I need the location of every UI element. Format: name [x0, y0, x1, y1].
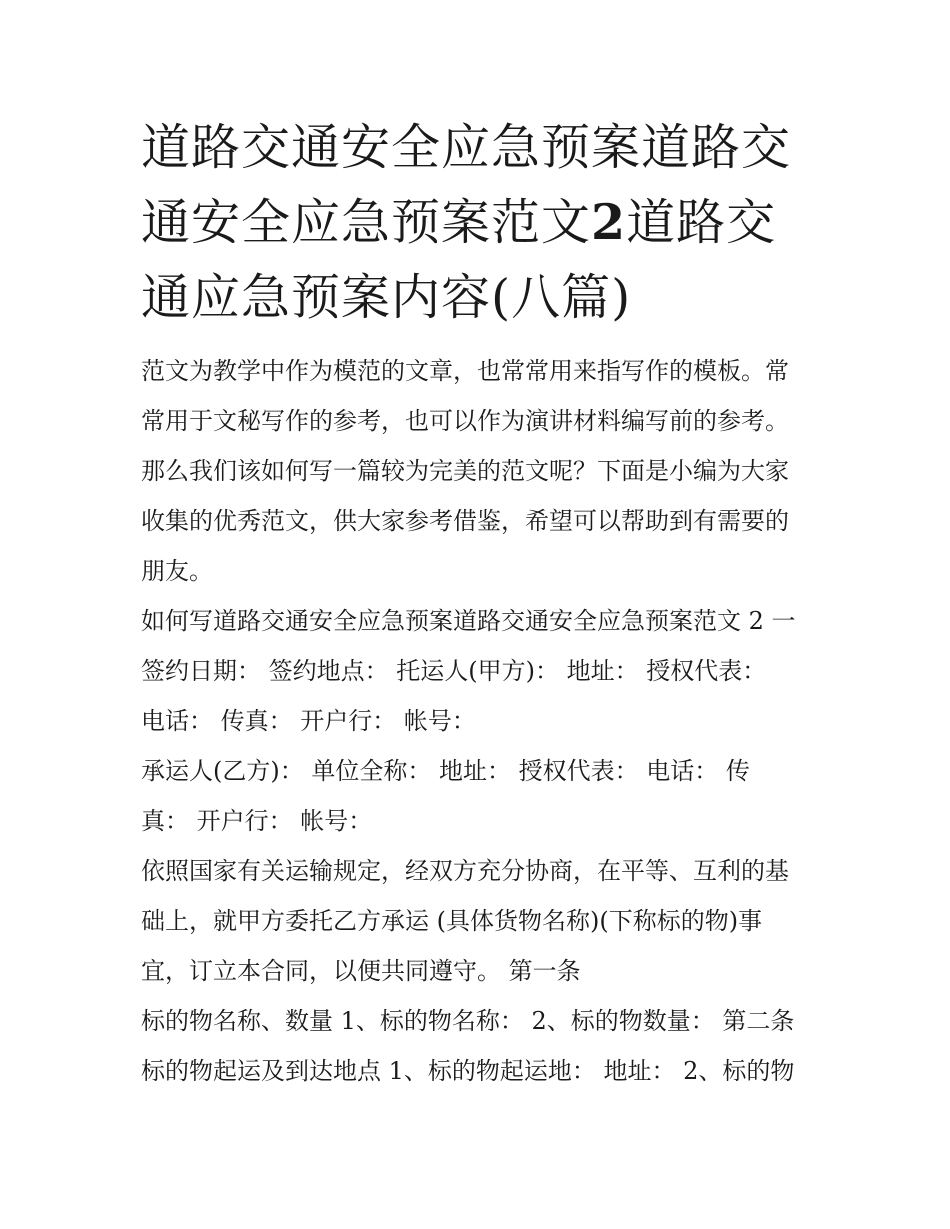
text-line-1: 范文为教学中作为模范的文章，也常常用来指写作的模板。常: [141, 357, 789, 385]
text-line-15: 标的物起运及到达地点 1、标的物起运地： 地址： 2、标的物: [141, 1057, 795, 1085]
text-line-11: 依照国家有关运输规定，经双方充分协商，在平等、互利的基: [141, 857, 789, 885]
document-page: [141, 110, 821, 1096]
document-body: [141, 346, 821, 1096]
text-line-5: 朋友。: [141, 557, 213, 585]
text-line-14: 标的物名称、数量 1、标的物名称： 2、标的物数量： 第二条: [141, 1007, 795, 1035]
text-line-10: 真： 开户行： 帐号：: [141, 807, 373, 835]
title-line-1: 道路交通安全应急预案道路交: [141, 119, 792, 176]
text-line-3: 那么我们该如何写一篇较为完美的范文呢？下面是小编为大家: [141, 457, 789, 485]
text-line-7: 签约日期： 签约地点： 托运人(甲方)： 地址： 授权代表：: [141, 657, 767, 685]
text-line-2: 常用于文秘写作的参考，也可以作为演讲材料编写前的参考。: [141, 407, 789, 435]
document-title: [141, 110, 821, 335]
text-line-4: 收集的优秀范文，供大家参考借鉴，希望可以帮助到有需要的: [141, 507, 789, 535]
text-line-9: 承运人(乙方)： 单位全称： 地址： 授权代表： 电话： 传: [141, 757, 750, 785]
title-number: 2: [591, 193, 627, 251]
title-line-3: 通应急预案内容(八篇): [141, 269, 632, 326]
title-line-2: 通安全应急预案范文: [141, 194, 592, 251]
text-line-13: 宜，订立本合同，以便共同遵守。 第一条: [141, 957, 581, 985]
text-line-8: 电话： 传真： 开户行： 帐号：: [141, 707, 476, 735]
text-line-12: 础上，就甲方委托乙方承运 (具体货物名称)(下称标的物)事: [141, 907, 763, 935]
text-line-6: 如何写道路交通安全应急预案道路交通安全应急预案范文 2 一: [141, 607, 796, 635]
title-line-2-end: 道路交: [626, 194, 777, 251]
